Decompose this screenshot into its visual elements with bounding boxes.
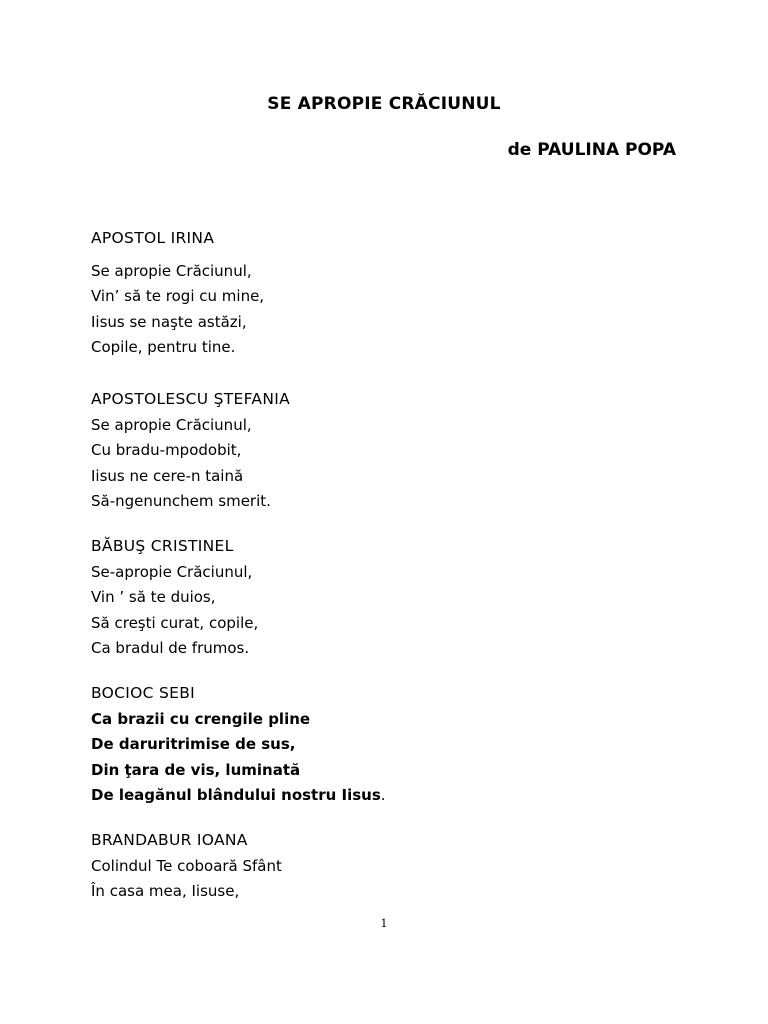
poem-line-last [91,783,386,809]
stanza-author-name: APOSTOLESCU ŞTEFANIA [91,390,290,408]
poem-line: Copile, pentru tine. [91,338,236,356]
poem-line-period: . [380,786,386,804]
poem-line: În casa mea, Iisuse, [91,882,240,900]
stanza-apostol-irina [91,226,264,361]
document-author: de PAULINA POPA [507,140,676,160]
poem-line: Cu bradu-mpodobit, [91,441,242,459]
stanza-author-name: BĂBUŞ CRISTINEL [91,537,234,555]
poem-line: Colindul Te coboară Sfânt [91,856,282,875]
poem-line: Să creşti curat, copile, [91,613,259,632]
stanza-bocioc-sebi [91,681,386,809]
stanza-author-name: BOCIOC SEBI [91,684,196,702]
poem-line: De daruritrimise de sus, [91,735,296,753]
stanza-babus-cristinel [91,534,258,662]
poem-line: Iisus ne cere-n taină [91,466,244,485]
poem-line: Ca brazii cu crengile pline [91,709,311,728]
poem-line-text: De leagănul blândului nostru Iisus [91,786,381,804]
document-title: SE APROPIE CRĂCIUNUL [267,94,501,114]
poem-line: Să-ngenunchem smerit. [91,492,271,510]
poem-line: Vin’ să te rogi cu mine, [91,287,265,305]
poem-line: Ca bradul de frumos. [91,639,250,657]
poem-line: Din ţara de vis, luminată [91,760,301,779]
stanza-author-name: APOSTOL IRINA [91,229,215,247]
stanza-brandabur-ioana [91,828,282,905]
poem-line: Se apropie Crăciunul, [91,415,252,434]
stanza-apostolescu-stefania [91,387,290,515]
poem-line: Iisus se naşte astăzi, [91,312,247,331]
poem-line: Se apropie Crăciunul, [91,261,252,280]
page-number: 1 [380,917,388,930]
poem-line: Vin ’ să te duios, [91,588,216,606]
poem-line: Se-apropie Crăciunul, [91,562,253,581]
stanza-author-name: BRANDABUR IOANA [91,831,248,849]
